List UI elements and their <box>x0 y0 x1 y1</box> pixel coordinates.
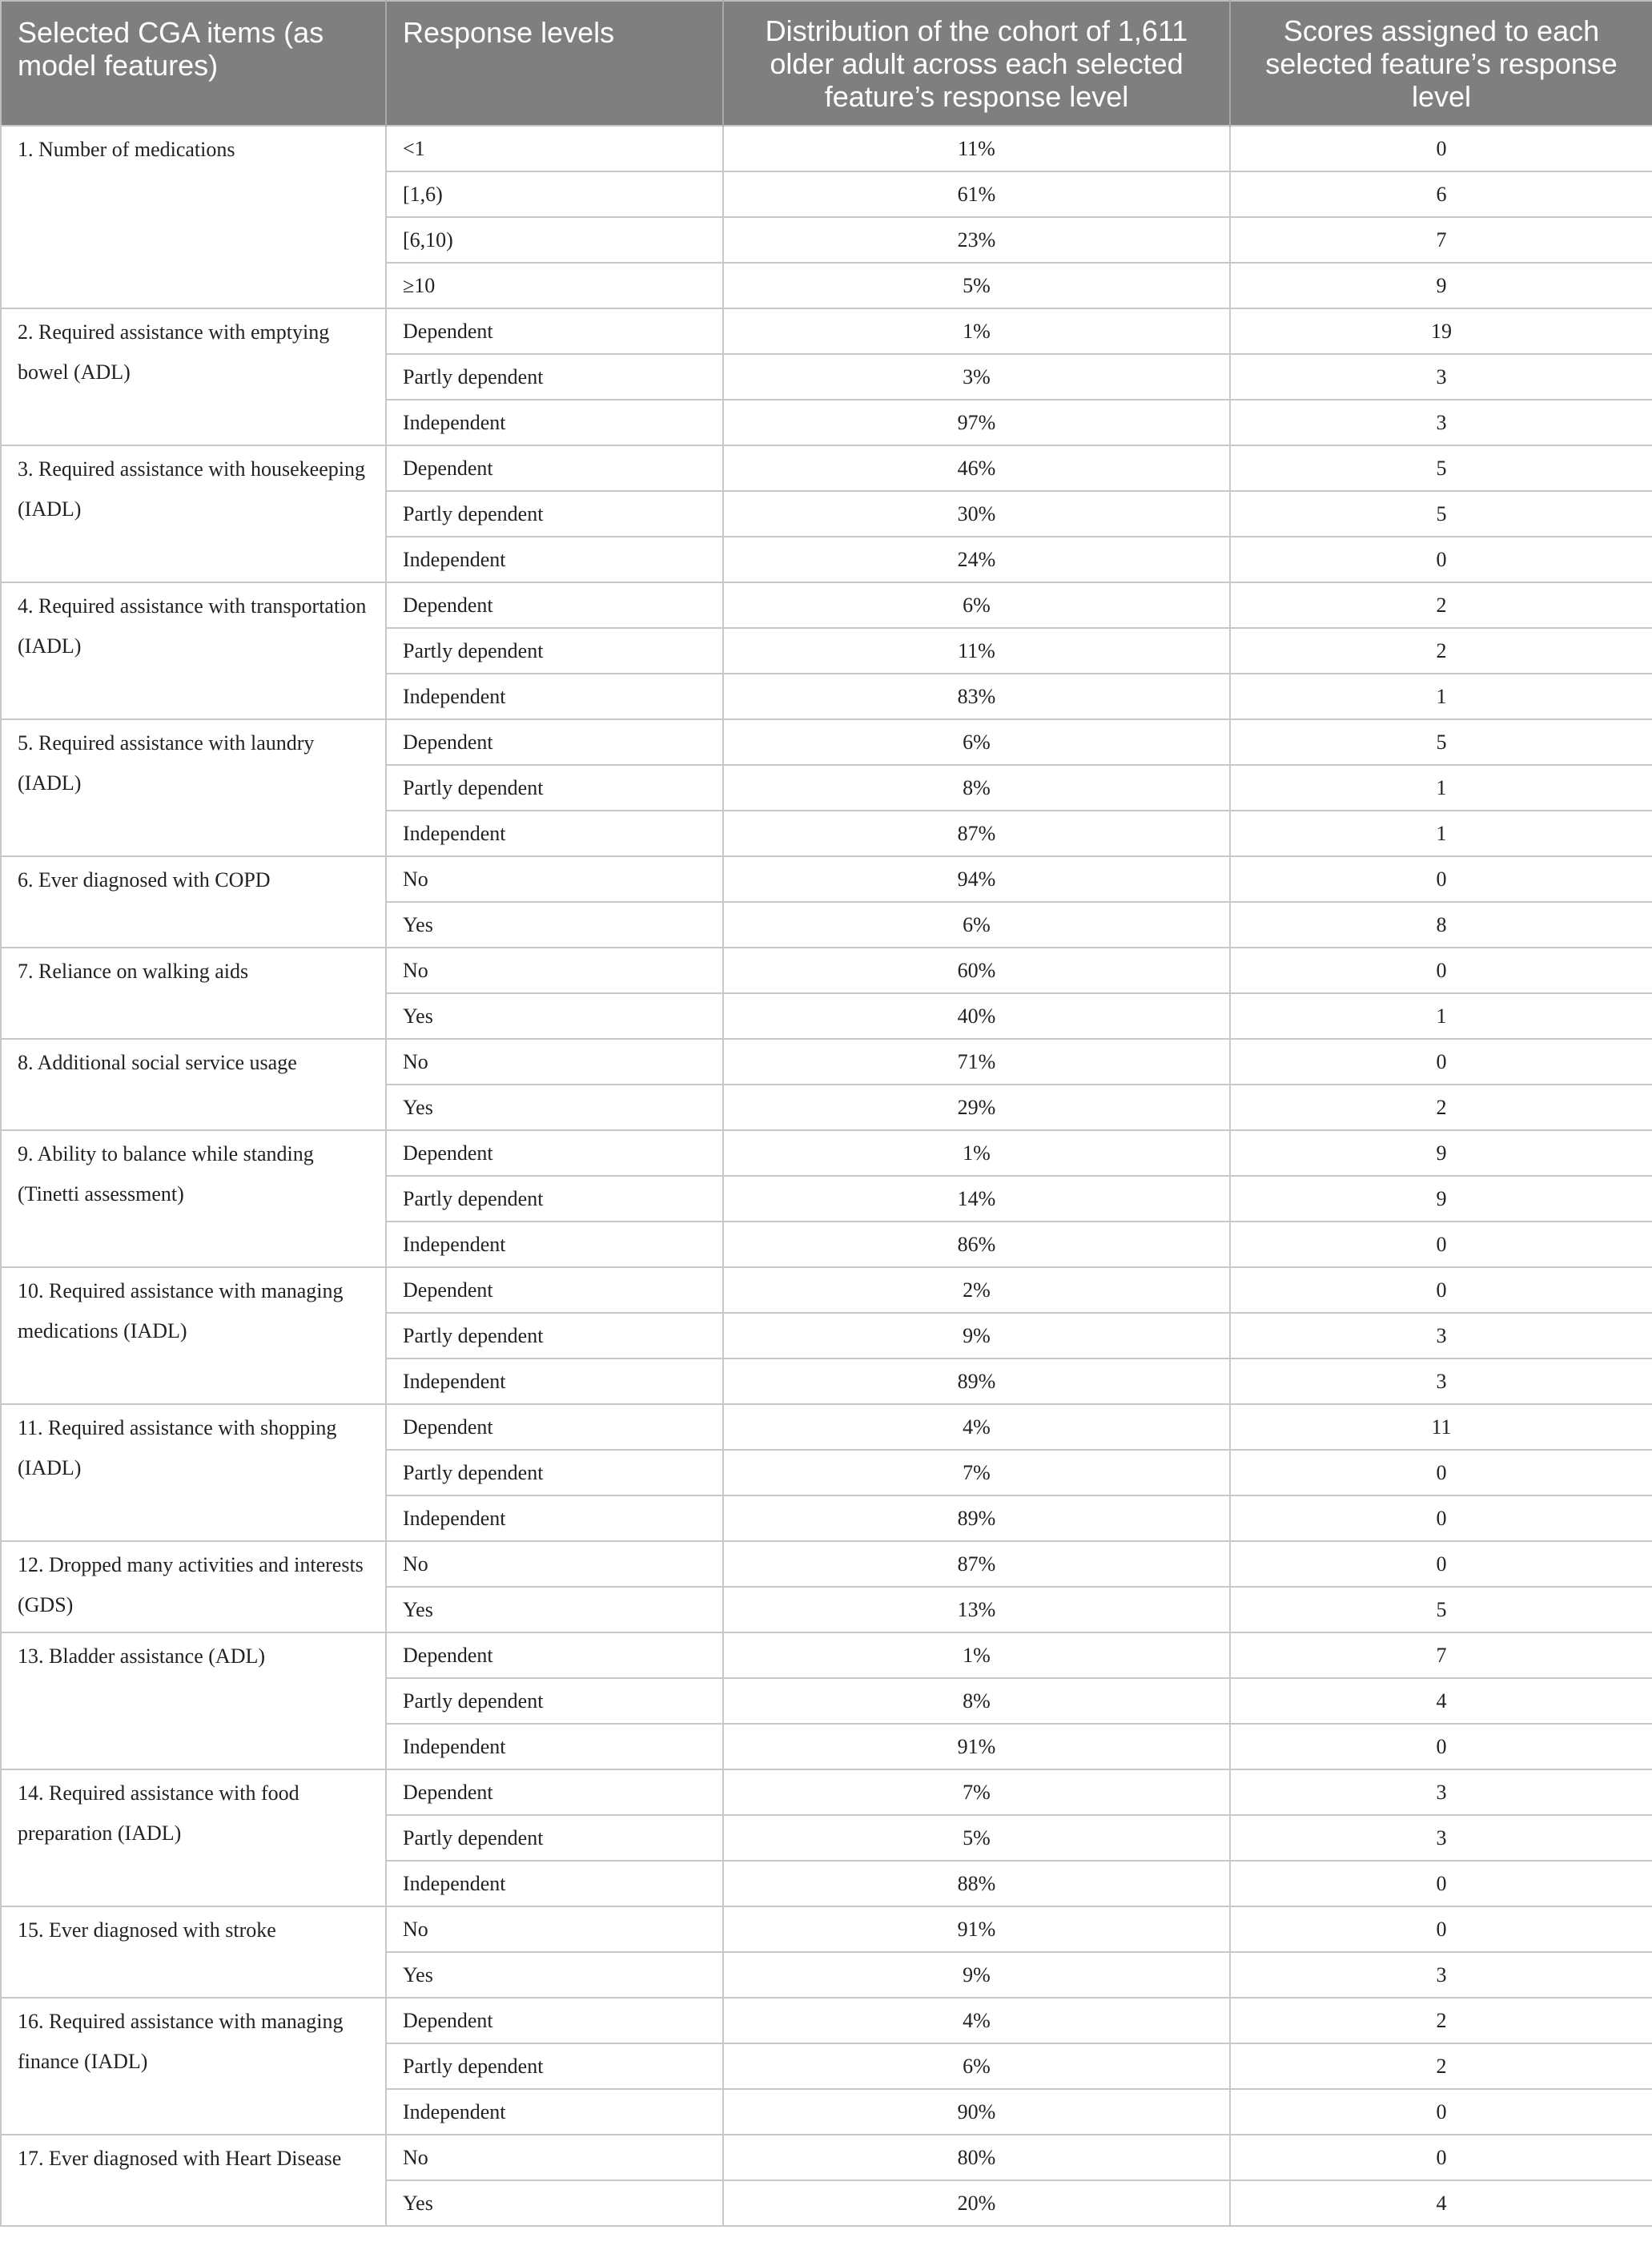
distribution-cell: 4% <box>723 1404 1230 1450</box>
score-cell: 7 <box>1230 217 1652 263</box>
distribution-cell: 23% <box>723 217 1230 263</box>
distribution-cell: 6% <box>723 902 1230 948</box>
score-cell: 3 <box>1230 400 1652 445</box>
score-cell: 0 <box>1230 1861 1652 1906</box>
response-level-cell: Dependent <box>386 1998 723 2043</box>
distribution-cell: 1% <box>723 1632 1230 1678</box>
distribution-cell: 6% <box>723 719 1230 765</box>
table-row <box>1 308 1652 354</box>
distribution-cell: 8% <box>723 1678 1230 1724</box>
score-cell: 7 <box>1230 1632 1652 1678</box>
cga-item-label: 12. Dropped many activities and interests (GDS) <box>1 1541 386 1632</box>
response-level-cell: Yes <box>386 2180 723 2226</box>
cga-item-label: 13. Bladder assistance (ADL) <box>1 1632 386 1769</box>
cga-item-label: 14. Required assistance with food preparation (IADL) <box>1 1769 386 1906</box>
cga-item-label: 16. Required assistance with managing finance (IADL) <box>1 1998 386 2135</box>
score-cell: 6 <box>1230 171 1652 217</box>
distribution-cell: 2% <box>723 1267 1230 1313</box>
score-cell: 2 <box>1230 1085 1652 1130</box>
cga-item-label: 5. Required assistance with laundry (IADL) <box>1 719 386 856</box>
score-cell: 0 <box>1230 1450 1652 1495</box>
distribution-cell: 46% <box>723 445 1230 491</box>
table-row <box>1 582 1652 628</box>
response-level-cell: Yes <box>386 1952 723 1998</box>
distribution-cell: 14% <box>723 1176 1230 1222</box>
distribution-cell: 97% <box>723 400 1230 445</box>
table-row <box>1 126 1652 171</box>
table-row <box>1 445 1652 491</box>
table-row <box>1 856 1652 902</box>
score-cell: 3 <box>1230 1769 1652 1815</box>
response-level-cell: No <box>386 1039 723 1085</box>
response-level-cell: Partly dependent <box>386 628 723 674</box>
response-level-cell: Partly dependent <box>386 1678 723 1724</box>
distribution-cell: 94% <box>723 856 1230 902</box>
response-level-cell: Independent <box>386 811 723 856</box>
score-cell: 2 <box>1230 2043 1652 2089</box>
response-level-cell: Independent <box>386 1495 723 1541</box>
score-cell: 0 <box>1230 1039 1652 1085</box>
response-level-cell: Independent <box>386 1358 723 1404</box>
table-row <box>1 1632 1652 1678</box>
distribution-cell: 6% <box>723 2043 1230 2089</box>
distribution-cell: 89% <box>723 1495 1230 1541</box>
distribution-cell: 5% <box>723 263 1230 308</box>
response-level-cell: Partly dependent <box>386 1815 723 1861</box>
distribution-cell: 60% <box>723 948 1230 993</box>
score-cell: 9 <box>1230 1176 1652 1222</box>
cga-item-label: 17. Ever diagnosed with Heart Disease <box>1 2135 386 2226</box>
score-cell: 2 <box>1230 628 1652 674</box>
distribution-cell: 86% <box>723 1222 1230 1267</box>
response-level-cell: Dependent <box>386 308 723 354</box>
distribution-cell: 24% <box>723 537 1230 582</box>
distribution-cell: 40% <box>723 993 1230 1039</box>
score-cell: 5 <box>1230 491 1652 537</box>
score-cell: 8 <box>1230 902 1652 948</box>
response-level-cell: Dependent <box>386 1404 723 1450</box>
score-cell: 2 <box>1230 582 1652 628</box>
response-level-cell: Dependent <box>386 582 723 628</box>
response-level-cell: Partly dependent <box>386 354 723 400</box>
score-cell: 11 <box>1230 1404 1652 1450</box>
cga-item-label: 3. Required assistance with housekeeping (IADL) <box>1 445 386 582</box>
table-header <box>1 1 1652 126</box>
distribution-cell: 5% <box>723 1815 1230 1861</box>
distribution-cell: 71% <box>723 1039 1230 1085</box>
response-level-cell: Yes <box>386 902 723 948</box>
table-row <box>1 1267 1652 1313</box>
response-level-cell: Dependent <box>386 1632 723 1678</box>
distribution-cell: 8% <box>723 765 1230 811</box>
distribution-cell: 29% <box>723 1085 1230 1130</box>
score-cell: 0 <box>1230 1724 1652 1769</box>
response-level-cell: No <box>386 1906 723 1952</box>
response-level-cell: ≥10 <box>386 263 723 308</box>
distribution-cell: 91% <box>723 1724 1230 1769</box>
response-level-cell: No <box>386 856 723 902</box>
score-cell: 9 <box>1230 263 1652 308</box>
distribution-cell: 20% <box>723 2180 1230 2226</box>
cga-item-label: 9. Ability to balance while standing (Tinetti assessment) <box>1 1130 386 1267</box>
table-row <box>1 1130 1652 1176</box>
header-response-levels: Response levels <box>386 1 723 126</box>
score-cell: 0 <box>1230 1222 1652 1267</box>
distribution-cell: 91% <box>723 1906 1230 1952</box>
distribution-cell: 87% <box>723 811 1230 856</box>
response-level-cell: Dependent <box>386 719 723 765</box>
distribution-cell: 3% <box>723 354 1230 400</box>
distribution-cell: 83% <box>723 674 1230 719</box>
score-cell: 0 <box>1230 948 1652 993</box>
table-row <box>1 948 1652 993</box>
table-row <box>1 1906 1652 1952</box>
table-row <box>1 1541 1652 1587</box>
score-cell: 0 <box>1230 1267 1652 1313</box>
header-cga-items: Selected CGA items (as model features) <box>1 1 386 126</box>
cga-item-label: 1. Number of medications <box>1 126 386 308</box>
response-level-cell: Independent <box>386 674 723 719</box>
distribution-cell: 1% <box>723 308 1230 354</box>
table-row <box>1 1998 1652 2043</box>
distribution-cell: 88% <box>723 1861 1230 1906</box>
cga-item-label: 7. Reliance on walking aids <box>1 948 386 1039</box>
cga-item-label: 4. Required assistance with transportation (IADL) <box>1 582 386 719</box>
score-cell: 3 <box>1230 1358 1652 1404</box>
score-cell: 3 <box>1230 1313 1652 1358</box>
distribution-cell: 4% <box>723 1998 1230 2043</box>
response-level-cell: Independent <box>386 537 723 582</box>
response-level-cell: Partly dependent <box>386 1313 723 1358</box>
cga-item-label: 8. Additional social service usage <box>1 1039 386 1130</box>
header-row <box>1 1 1652 126</box>
score-cell: 3 <box>1230 354 1652 400</box>
header-distribution: Distribution of the cohort of 1,611 older adult across each selected feature’s response level <box>723 1 1230 126</box>
score-cell: 1 <box>1230 674 1652 719</box>
score-cell: 4 <box>1230 2180 1652 2226</box>
table-row <box>1 1769 1652 1815</box>
response-level-cell: No <box>386 2135 723 2180</box>
response-level-cell: Dependent <box>386 445 723 491</box>
score-cell: 0 <box>1230 1541 1652 1587</box>
response-level-cell: [6,10) <box>386 217 723 263</box>
header-scores: Scores assigned to each selected feature’s response level <box>1230 1 1652 126</box>
response-level-cell: [1,6) <box>386 171 723 217</box>
distribution-cell: 80% <box>723 2135 1230 2180</box>
response-level-cell: Dependent <box>386 1130 723 1176</box>
score-cell: 9 <box>1230 1130 1652 1176</box>
score-cell: 0 <box>1230 2089 1652 2135</box>
score-cell: 4 <box>1230 1678 1652 1724</box>
response-level-cell: Partly dependent <box>386 2043 723 2089</box>
response-level-cell: Dependent <box>386 1267 723 1313</box>
distribution-cell: 6% <box>723 582 1230 628</box>
score-cell: 5 <box>1230 445 1652 491</box>
score-cell: 0 <box>1230 856 1652 902</box>
response-level-cell: No <box>386 948 723 993</box>
distribution-cell: 90% <box>723 2089 1230 2135</box>
score-cell: 5 <box>1230 1587 1652 1632</box>
distribution-cell: 7% <box>723 1769 1230 1815</box>
response-level-cell: <1 <box>386 126 723 171</box>
distribution-cell: 89% <box>723 1358 1230 1404</box>
table-row <box>1 719 1652 765</box>
distribution-cell: 9% <box>723 1952 1230 1998</box>
distribution-cell: 9% <box>723 1313 1230 1358</box>
distribution-cell: 87% <box>723 1541 1230 1587</box>
score-cell: 0 <box>1230 2135 1652 2180</box>
response-level-cell: Independent <box>386 1861 723 1906</box>
score-cell: 1 <box>1230 993 1652 1039</box>
cga-item-label: 15. Ever diagnosed with stroke <box>1 1906 386 1998</box>
cga-item-label: 11. Required assistance with shopping (IADL) <box>1 1404 386 1541</box>
score-cell: 3 <box>1230 1952 1652 1998</box>
score-cell: 1 <box>1230 765 1652 811</box>
cga-item-label: 2. Required assistance with emptying bowel (ADL) <box>1 308 386 445</box>
distribution-cell: 11% <box>723 628 1230 674</box>
table-row <box>1 1404 1652 1450</box>
response-level-cell: Yes <box>386 1085 723 1130</box>
response-level-cell: Yes <box>386 993 723 1039</box>
response-level-cell: Independent <box>386 1724 723 1769</box>
distribution-cell: 7% <box>723 1450 1230 1495</box>
cga-item-label: 10. Required assistance with managing medications (IADL) <box>1 1267 386 1404</box>
response-level-cell: Independent <box>386 400 723 445</box>
score-cell: 19 <box>1230 308 1652 354</box>
response-level-cell: Yes <box>386 1587 723 1632</box>
response-level-cell: Partly dependent <box>386 765 723 811</box>
score-cell: 3 <box>1230 1815 1652 1861</box>
table-row <box>1 2135 1652 2180</box>
response-level-cell: Partly dependent <box>386 1450 723 1495</box>
distribution-cell: 13% <box>723 1587 1230 1632</box>
score-cell: 2 <box>1230 1998 1652 2043</box>
response-level-cell: Independent <box>386 2089 723 2135</box>
distribution-cell: 30% <box>723 491 1230 537</box>
response-level-cell: No <box>386 1541 723 1587</box>
score-cell: 0 <box>1230 1906 1652 1952</box>
score-cell: 1 <box>1230 811 1652 856</box>
score-cell: 0 <box>1230 1495 1652 1541</box>
table-row <box>1 1039 1652 1085</box>
distribution-cell: 1% <box>723 1130 1230 1176</box>
response-level-cell: Partly dependent <box>386 1176 723 1222</box>
response-level-cell: Independent <box>386 1222 723 1267</box>
table-body <box>1 126 1652 2226</box>
score-cell: 0 <box>1230 126 1652 171</box>
response-level-cell: Dependent <box>386 1769 723 1815</box>
score-cell: 0 <box>1230 537 1652 582</box>
distribution-cell: 61% <box>723 171 1230 217</box>
distribution-cell: 11% <box>723 126 1230 171</box>
response-level-cell: Partly dependent <box>386 491 723 537</box>
cga-item-label: 6. Ever diagnosed with COPD <box>1 856 386 948</box>
score-cell: 5 <box>1230 719 1652 765</box>
